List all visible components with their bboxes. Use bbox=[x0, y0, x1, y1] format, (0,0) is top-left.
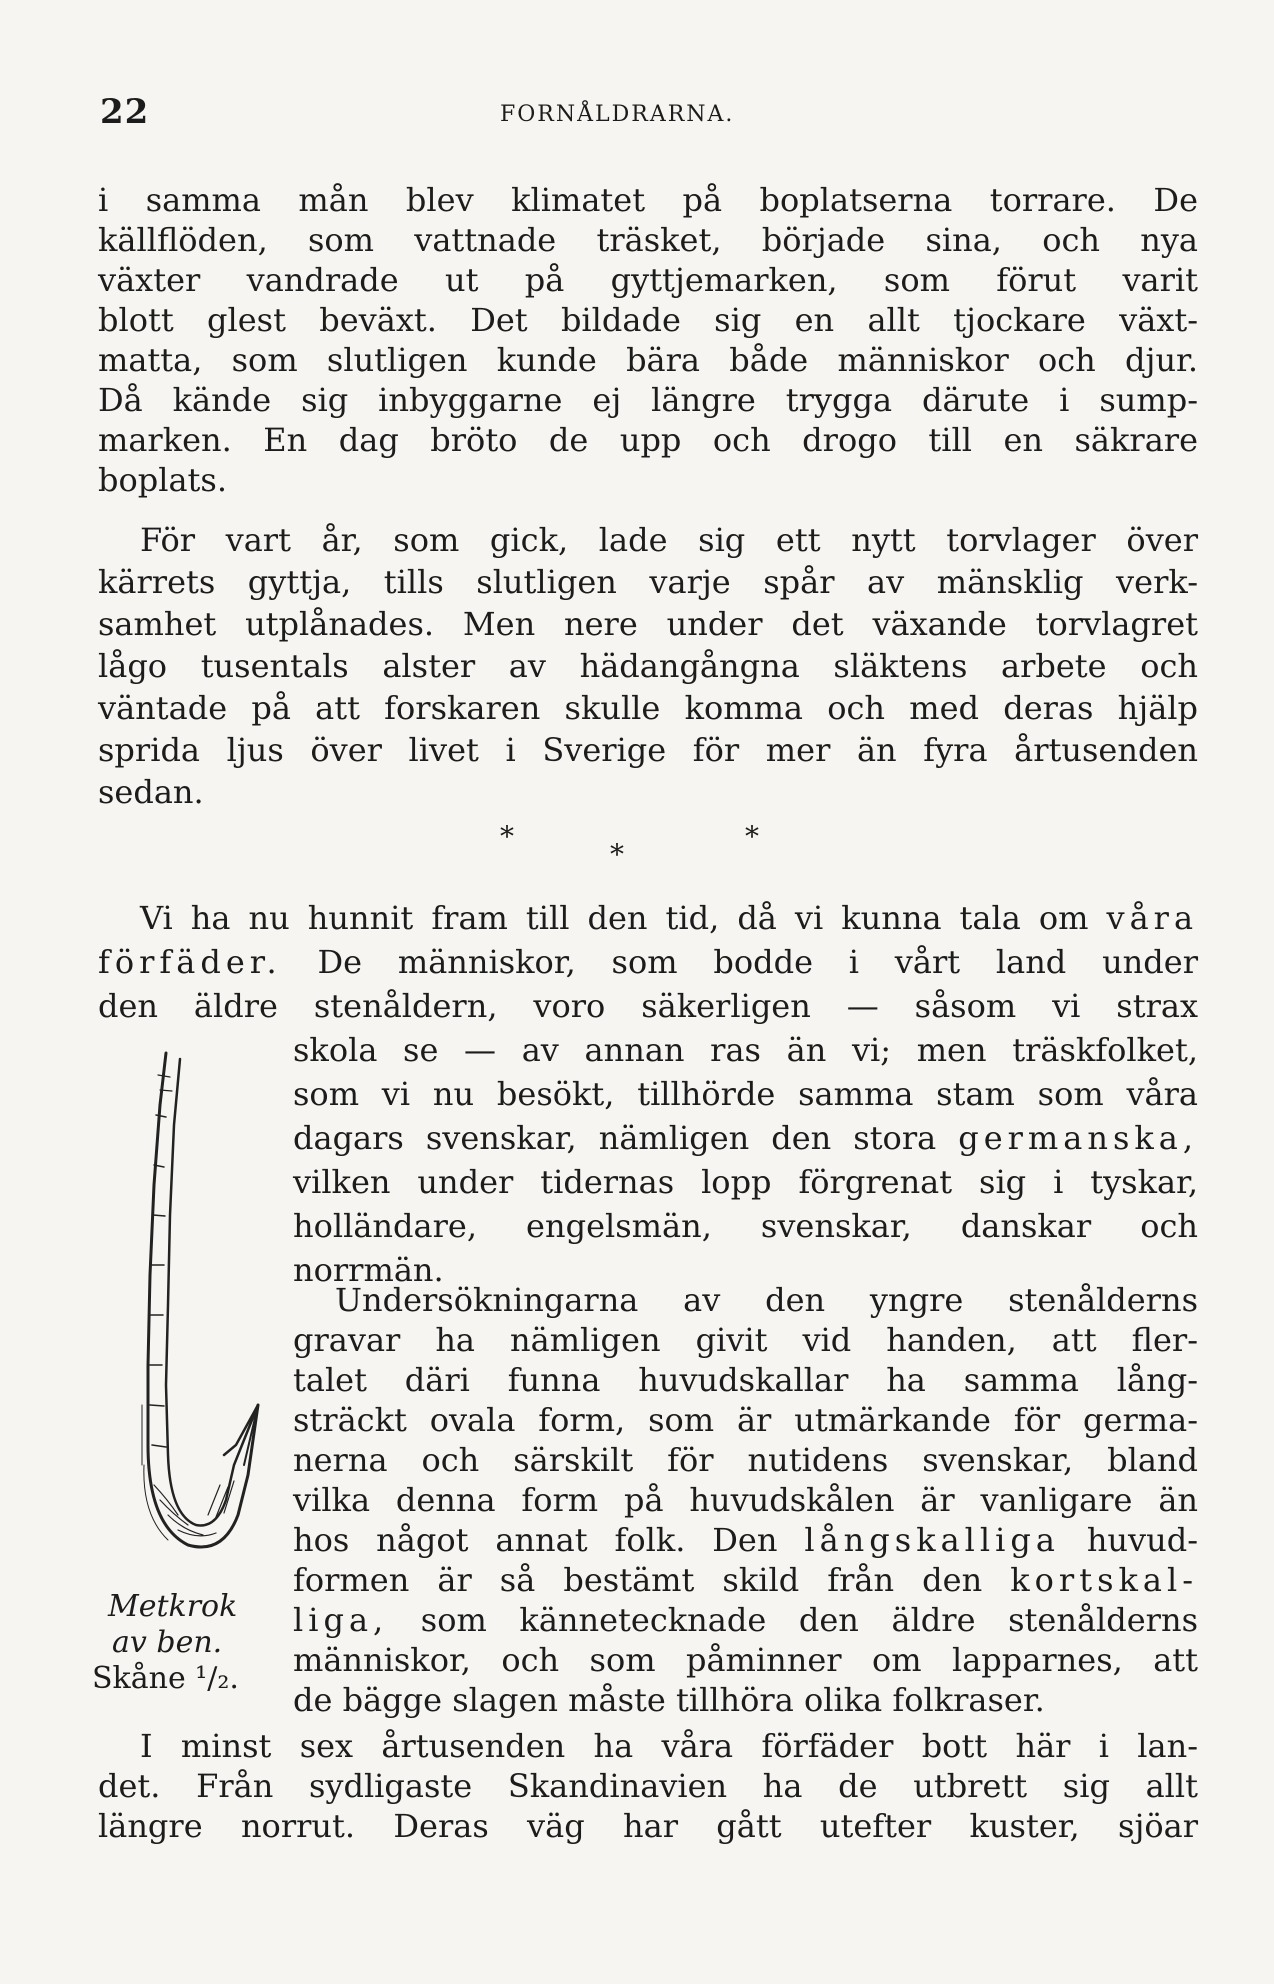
paragraph-line: väntade på att forskaren skulle komma och med deras hjälp bbox=[98, 689, 1198, 727]
paragraph-line: de bägge slagen måste tillhöra olika folkraser. bbox=[293, 1681, 1045, 1719]
paragraph-line: boplats. bbox=[98, 461, 227, 499]
spaced-text: liga, bbox=[293, 1601, 389, 1639]
paragraph-line: holländare, engelsmän, svenskar, danskar och bbox=[293, 1207, 1198, 1245]
asterisk: * bbox=[610, 838, 624, 871]
spaced-text: germanska, bbox=[958, 1119, 1199, 1157]
paragraph-line: gravar ha nämligen givit vid handen, att fler- bbox=[293, 1321, 1198, 1359]
paragraph-line: norrmän. bbox=[293, 1251, 444, 1289]
paragraph-line: marken. En dag bröto de upp och drogo till en säkrare bbox=[98, 421, 1198, 459]
paragraph-line: skola se — av annan ras än vi; men träskfolket, bbox=[293, 1031, 1198, 1069]
paragraph-line: liga, som kännetecknade den äldre stenålderns bbox=[293, 1601, 1198, 1639]
paragraph-line: talet däri funna huvudskallar ha samma lång- bbox=[293, 1361, 1198, 1399]
spaced-text: förfäder. bbox=[98, 943, 282, 981]
paragraph-line: källflöden, som vattnade träsket, började sina, och nya bbox=[98, 221, 1198, 259]
page-header bbox=[100, 92, 1200, 142]
paragraph-line: matta, som slutligen kunde bära både människor och djur. bbox=[98, 341, 1198, 379]
paragraph-line: nerna och särskilt för nutidens svenskar, bland bbox=[293, 1441, 1198, 1479]
paragraph-line: sprida ljus över livet i Sverige för mer än fyra årtusenden bbox=[98, 731, 1198, 769]
asterisk: * bbox=[745, 820, 759, 853]
figure-caption: Skåne ¹/₂. bbox=[92, 1661, 239, 1696]
paragraph-line: I minst sex årtusenden ha våra förfäder bott här i lan- bbox=[140, 1727, 1198, 1765]
paragraph-line: människor, och som påminner om lapparnes, att bbox=[293, 1641, 1198, 1679]
paragraph-line: den äldre stenåldern, voro säkerligen — såsom vi strax bbox=[98, 987, 1198, 1025]
asterisk: * bbox=[500, 820, 514, 853]
paragraph-line: i samma mån blev klimatet på boplatserna torrare. De bbox=[98, 181, 1198, 219]
figure-caption: av ben. bbox=[112, 1625, 223, 1660]
paragraph-line: lågo tusentals alster av hädangångna släktens arbete och bbox=[98, 647, 1198, 685]
section-separator bbox=[500, 820, 760, 880]
spaced-text: långskalliga bbox=[804, 1521, 1060, 1559]
paragraph-line: Vi ha nu hunnit fram till den tid, då vi kunna tala om våra bbox=[140, 899, 1199, 937]
paragraph-line: vilka denna form på huvudskålen är vanligare än bbox=[293, 1481, 1198, 1519]
figure-caption: Metkrok bbox=[108, 1589, 238, 1624]
paragraph-line: formen är så bestämt skild från den kortskal- bbox=[293, 1561, 1199, 1599]
running-title: FORNÅLDRARNA. bbox=[500, 102, 735, 127]
paragraph-line: hos något annat folk. Den långskalliga huvud- bbox=[293, 1521, 1199, 1559]
paragraph-line: förfäder. De människor, som bodde i vårt land under bbox=[98, 943, 1199, 981]
page-number: 22 bbox=[100, 92, 150, 132]
paragraph-line: Då kände sig inbyggarne ej längre trygga därute i sump- bbox=[98, 381, 1198, 419]
paragraph-line: sträckt ovala form, som är utmärkande för germa- bbox=[293, 1401, 1198, 1439]
paragraph-line: För vart år, som gick, lade sig ett nytt torvlager över bbox=[140, 521, 1198, 559]
paragraph-line: samhet utplånades. Men nere under det växande torvlagret bbox=[98, 605, 1198, 643]
paragraph-line: växter vandrade ut på gyttjemarken, som förut varit bbox=[98, 261, 1198, 299]
paragraph-line: blott glest beväxt. Det bildade sig en allt tjockare växt- bbox=[98, 301, 1198, 339]
paragraph-line: längre norrut. Deras väg har gått utefter kuster, sjöar bbox=[98, 1807, 1198, 1845]
paragraph-line: Undersökningarna av den yngre stenålderns bbox=[335, 1281, 1198, 1319]
paragraph-line: kärrets gyttja, tills slutligen varje spår av mänsklig verk- bbox=[98, 563, 1198, 601]
paragraph-line: som vi nu besökt, tillhörde samma stam som våra bbox=[293, 1075, 1198, 1113]
paragraph-line: det. Från sydligaste Skandinavien ha de utbrett sig allt bbox=[98, 1767, 1198, 1805]
paragraph-line: vilken under tidernas lopp förgrenat sig i tyskar, bbox=[293, 1163, 1198, 1201]
fishhook-illustration-icon bbox=[108, 1045, 268, 1585]
paragraph-line: sedan. bbox=[98, 773, 204, 811]
paragraph-line: dagars svenskar, nämligen den stora germanska, bbox=[293, 1119, 1199, 1157]
spaced-text: kortskal- bbox=[1010, 1561, 1199, 1599]
spaced-text: våra bbox=[1106, 899, 1199, 937]
